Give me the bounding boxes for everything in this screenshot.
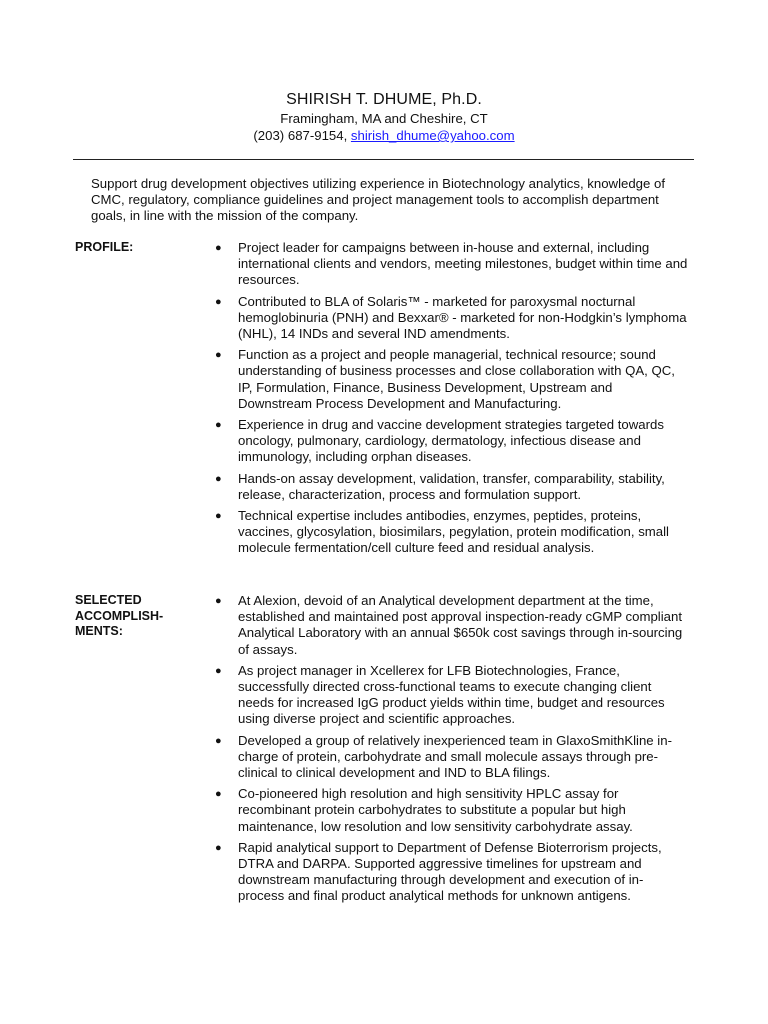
bullet-text: Experience in drug and vaccine development strategies targeted towards oncology, pulmonary, cardiology, dermatology, infectious disease and immunology, including orphan diseases. <box>238 417 664 465</box>
candidate-phone: (203) 687-9154, <box>253 128 351 143</box>
bullet-icon: ● <box>215 664 222 677</box>
profile-bullet-list <box>213 240 688 562</box>
profile-heading: PROFILE: <box>75 240 134 254</box>
candidate-name: SHIRISH T. DHUME, Ph.D. <box>286 91 482 108</box>
bullet-icon: ● <box>215 841 222 854</box>
candidate-contact-line <box>0 127 768 144</box>
objective-statement: Support drug development objectives utilizing experience in Biotechnology analytics, knowledge of CMC, regulatory, compliance guidelines and project management tools to accomplish department goals, in line with the mission of the company. <box>91 176 666 223</box>
accomplishments-heading-line: SELECTED <box>75 593 142 607</box>
bullet-icon: ● <box>215 349 222 362</box>
bullet-text: At Alexion, devoid of an Analytical development department at the time, established and maintained post approval inspection-ready cGMP compliant Analytical Laboratory with an annual $650k cost savings through in-sourcing of assays. <box>238 593 683 657</box>
bullet-icon: ● <box>215 595 222 607</box>
bullet-icon: ● <box>215 472 222 485</box>
bullet-icon: ● <box>215 419 222 432</box>
header-divider <box>73 159 694 160</box>
list-item <box>213 840 688 905</box>
bullet-text: As project manager in Xcellerex for LFB Biotechnologies, France, successfully directed cross-functional teams to execute changing client needs for increased IgG product yields within time, budget and resources using diverse project and scientific approaches. <box>238 662 665 727</box>
bullet-text: Hands-on assay development, validation, transfer, comparability, stability, release, characterization, process and formulation support. <box>238 470 665 502</box>
accomplishments-heading-line: MENTS: <box>75 624 123 638</box>
resume-header <box>0 90 768 144</box>
list-item <box>213 294 688 343</box>
list-item <box>213 347 688 412</box>
bullet-text: Technical expertise includes antibodies, enzymes, peptides, proteins, vaccines, glycosylation, biosimilars, pegylation, protein modification, small molecule fermentation/cell culture feed and residual analysis. <box>238 508 669 556</box>
list-item <box>213 786 688 835</box>
list-item <box>213 733 688 782</box>
bullet-icon: ● <box>215 788 222 801</box>
bullet-icon: ● <box>215 295 222 308</box>
bullet-icon: ● <box>215 510 222 523</box>
list-item <box>213 471 688 503</box>
accomplishments-heading <box>75 593 185 640</box>
bullet-text: Contributed to BLA of Solaris™ - marketed for paroxysmal nocturnal hemoglobinuria (PNH) and Bexxar® - marketed for non-Hodgkin’s lymphoma (NHL), 14 INDs and several IND amendments. <box>238 293 687 342</box>
bullet-text: Rapid analytical support to Department of Defense Bioterrorism projects, DTRA and DARPA. Supported aggressive timelines for upstream and downstream manufacturing through development and execution of in-process and final product analytical methods for unknown antigens. <box>238 839 662 904</box>
accomplishments-bullet-list <box>213 593 688 910</box>
email-link[interactable]: shirish_dhume@yahoo.com <box>350 128 515 143</box>
bullet-icon: ● <box>215 242 222 254</box>
bullet-text: Project leader for campaigns between in-house and external, including international clients and vendors, meeting milestones, budget within time and resources. <box>238 240 688 288</box>
accomplishments-heading-line: ACCOMPLISH- <box>75 608 164 623</box>
bullet-icon: ● <box>215 734 222 747</box>
bullet-text: Co-pioneered high resolution and high sensitivity HPLC assay for recombinant protein carbohydrates to substitute a popular but high maintenance, low resolution and low sensitivity carbohydrate assay. <box>238 786 633 834</box>
list-item <box>213 593 688 658</box>
list-item <box>213 508 688 557</box>
list-item <box>213 240 688 289</box>
candidate-location: Framingham, MA and Cheshire, CT <box>280 111 488 126</box>
list-item <box>213 663 688 728</box>
bullet-text: Function as a project and people managerial, technical resource; sound understanding of business processes and close collaboration with QA, QC, IP, Formulation, Finance, Business Development, Upstream and Downstream Process Development and Manufacturing. <box>238 347 675 411</box>
list-item <box>213 417 688 466</box>
bullet-text: Developed a group of relatively inexperienced team in GlaxoSmithKline in-charge of protein, carbohydrate and small molecule assays through pre-clinical to clinical development and IND to BLA filings. <box>238 732 672 781</box>
